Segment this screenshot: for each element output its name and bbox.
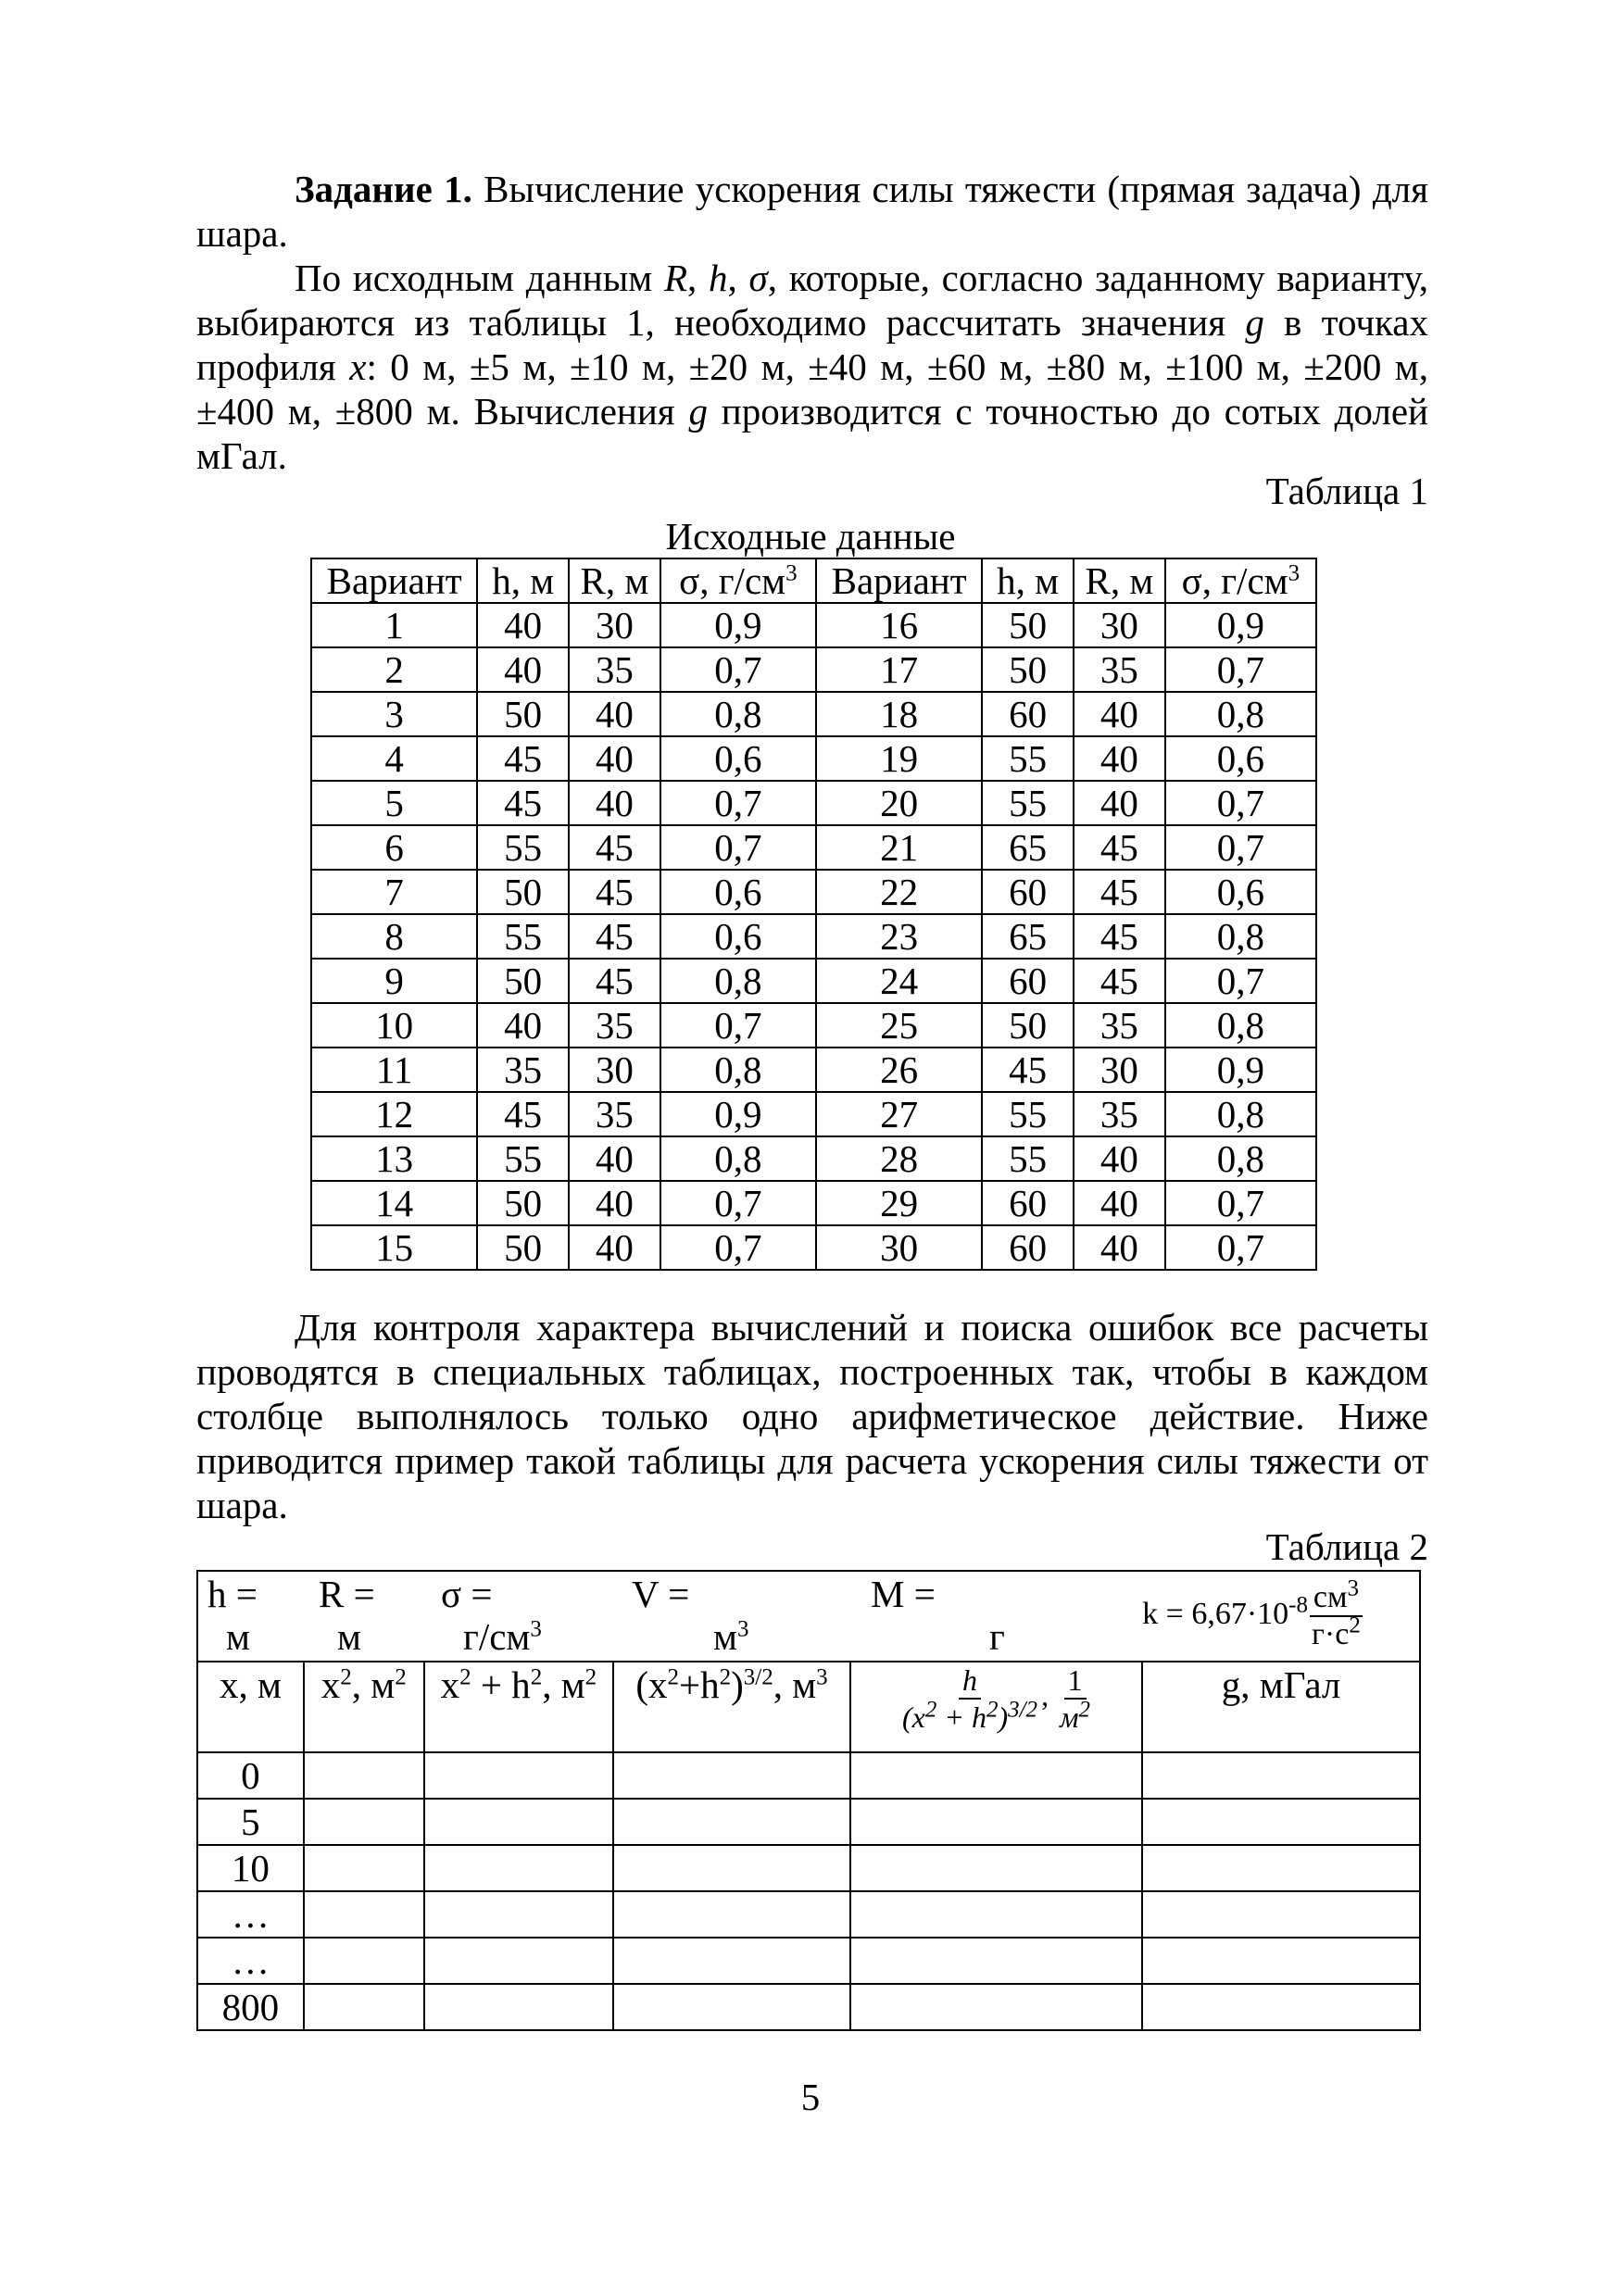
table1-header-cell [660,558,816,603]
table2-empty-cell [613,1752,850,1799]
table1-cell: 60 [982,1181,1074,1225]
table2-empty-cell [1142,1891,1420,1938]
table1-cell: 0,7 [1165,1181,1316,1225]
param-h: h = [207,1573,258,1615]
table1-header-cell: h, м [982,558,1074,603]
table2-row [197,1984,1420,2030]
table2-empty-cell [1142,1799,1420,1845]
c5-den-mid: + h [936,1700,986,1734]
task-title: Вычисление ускорения силы тяжести (прямая задача) для шара. [196,168,1428,255]
table1-cell: 10 [311,1003,477,1048]
table1-header-cell: R, м [569,558,660,603]
table1-cell: 30 [569,603,660,647]
table1-cell: 55 [982,781,1074,825]
table1-cell: 1 [311,603,477,647]
table1-row [311,603,1316,647]
param-h-unit: м [226,1615,250,1658]
c5-sep: , [1041,1678,1049,1713]
table2-empty-cell [850,1891,1142,1938]
table1-cell: 13 [311,1136,477,1181]
table1-cell: 2 [311,647,477,692]
c3-sup: 2 [459,1664,471,1690]
table1-cell: 65 [982,825,1074,870]
table1-row [311,781,1316,825]
table1-cell: 45 [1074,914,1165,959]
table1-row [311,825,1316,870]
table1-cell: 35 [1074,1092,1165,1136]
c5-den2-sup: 2 [1078,1697,1090,1723]
c2-sup: 2 [340,1664,352,1690]
table1-cell: 35 [569,647,660,692]
table1-cell: 0,9 [660,603,816,647]
table1-cell: 3 [311,692,477,736]
instructions-paragraph [196,256,1428,478]
table1-cell: 0,6 [1165,736,1316,781]
table1-cell: 40 [1074,1225,1165,1270]
param-sigma-unit-sup: 3 [530,1616,542,1642]
c5-den-sup: 2 [924,1697,937,1723]
table2-header-cell [424,1662,614,1752]
table1-cell: 11 [311,1048,477,1092]
table1-cell: 40 [1074,736,1165,781]
p1-sep-2: , [727,257,749,299]
table1-cell: 40 [569,736,660,781]
table2-params-cell [197,1571,1142,1662]
table2-empty-cell [424,1752,614,1799]
table2-empty-cell [304,1891,424,1938]
p1-var-g: g [1245,301,1264,344]
table2-x-cell: 800 [197,1984,304,2030]
table1-cell: 26 [816,1048,982,1092]
page-number: 5 [800,2076,821,2118]
table2-header-row [197,1662,1420,1752]
table1-cell: 0,7 [660,1225,816,1270]
table1-cell: 12 [311,1092,477,1136]
table1-cell: 0,7 [660,1003,816,1048]
table2-header-cell [304,1662,424,1752]
table1-header-cell: Вариант [816,558,982,603]
table1-caption: Исходные данные [665,515,956,558]
table1-cell: 50 [477,1225,569,1270]
table1-cell: 40 [569,692,660,736]
table1-cell: 45 [1074,959,1165,1003]
k-unit-fraction [1308,1575,1364,1652]
table1-cell: 40 [1074,1136,1165,1181]
table2-header-cell [850,1662,1142,1752]
param-sigma-unit [463,1614,542,1659]
table1-cell: 28 [816,1136,982,1181]
table1-cell: 45 [982,1048,1074,1092]
p1-sep-1: , [686,257,709,299]
table2-empty-cell [1142,1938,1420,1984]
table1-row [311,692,1316,736]
param-v: V = [632,1573,690,1615]
table1-cell: 35 [477,1048,569,1092]
table2-empty-cell [613,1891,850,1938]
p1-var-h: h [708,257,728,299]
table1-cell: 55 [477,1136,569,1181]
table1-cell: 35 [569,1092,660,1136]
c3-mid: + h [471,1663,531,1706]
table1-row [311,870,1316,914]
table1-cell: 0,8 [1165,1003,1316,1048]
table2-empty-cell [850,1984,1142,2030]
table1-cell: 40 [1074,692,1165,736]
table1-cell: 55 [477,825,569,870]
k-den-sup: 2 [1349,1612,1361,1638]
table1-header-cell: h, м [477,558,569,603]
param-v-unit-sup: 3 [736,1616,749,1642]
table1-cell: 50 [982,647,1074,692]
table1-cell: 55 [982,1136,1074,1181]
param-r-unit: м [337,1615,361,1658]
table1-row [311,736,1316,781]
table1-row [311,647,1316,692]
table1-cell: 30 [569,1048,660,1092]
table1-cell: 40 [477,1003,569,1048]
table2-empty-cell [850,1845,1142,1891]
table1-cell: 45 [477,781,569,825]
table1-cell: 60 [982,692,1074,736]
table2-empty-cell [304,1799,424,1845]
table1-cell: 45 [477,1092,569,1136]
table1-cell: 16 [816,603,982,647]
table1-header-cell: R, м [1074,558,1165,603]
table1-cell: 60 [982,870,1074,914]
table2-x-cell: 10 [197,1845,304,1891]
param-m-unit: г [989,1615,1005,1658]
table1-cell: 45 [569,959,660,1003]
table1-cell: 0,9 [1165,603,1316,647]
table1-cell: 22 [816,870,982,914]
table1-header-cell: Вариант [311,558,477,603]
table1-cell: 20 [816,781,982,825]
table2-k-cell [1142,1571,1420,1662]
table1-cell: 9 [311,959,477,1003]
table1-cell: 0,7 [660,647,816,692]
control-paragraph: Для контроля характера вычислений и поиска ошибок все расчеты проводятся в специальных таблицах, построенных так, чтобы в каждом столбце выполнялось только одно арифметическое действие. Ниже приводится пример такой таблицы для расчета ускорения силы тяжести от шара. [196,1306,1428,1526]
table2-empty-cell [613,1799,850,1845]
table1-cell: 6 [311,825,477,870]
param-r: R = [319,1573,375,1615]
p1-var-r: R [663,257,687,299]
c4-open: (x [635,1663,668,1706]
table1-cell: 55 [982,1092,1074,1136]
table2-empty-cell [613,1984,850,2030]
table1-cell: 30 [816,1225,982,1270]
c4-tail: , м [773,1663,817,1706]
table2-header-cell [613,1662,850,1752]
table1-cell: 35 [1074,647,1165,692]
table1-cell: 40 [1074,1181,1165,1225]
table1-cell: 40 [569,1225,660,1270]
table1-cell: 30 [1074,603,1165,647]
c4-sup: 2 [667,1664,679,1690]
table2-x-cell: 5 [197,1799,304,1845]
c4-sup2: 2 [719,1664,732,1690]
table2-row [197,1752,1420,1799]
c5-den2 [1056,1697,1094,1735]
table2-empty-cell [304,1984,424,2030]
table1-cell: 27 [816,1092,982,1136]
c5-fraction-1 [898,1662,1041,1735]
p1-var-x: x [349,345,367,388]
c2-unit-sup: 2 [395,1664,407,1690]
c5-den-sup3: 3/2 [1008,1697,1038,1723]
table2 [196,1570,1421,2031]
c3-x: x [440,1663,460,1706]
param-m: M = [871,1573,936,1615]
table1-cell: 45 [569,914,660,959]
table2-row [197,1845,1420,1891]
table1-cell: 0,7 [660,1181,816,1225]
table1-cell: 0,8 [660,692,816,736]
table1-cell: 7 [311,870,477,914]
p1-text-1: По исходным данным [295,257,664,299]
p1-text-2: , которые, согласно заданному варианту, выбираются из таблицы 1, необходимо рассчитать значения [196,257,1428,344]
k-exp: -8 [1288,1592,1308,1618]
table2-empty-cell [613,1845,850,1891]
header-text: σ, г/см [679,559,786,602]
table1-cell: 50 [982,603,1074,647]
table1-cell: 0,7 [1165,647,1316,692]
table1-cell: 65 [982,914,1074,959]
table1-cell: 0,9 [660,1092,816,1136]
table1-cell: 35 [1074,1003,1165,1048]
c5-fraction-2 [1056,1662,1094,1735]
c4-sup3: 3/2 [743,1664,773,1690]
p1-text-4: : 0 м, ±5 м, ±10 м, ±20 м, ±40 м, ±60 м, ±80 м, ±100 м, ±200 м, ±400 м, ±800 м. Вычисления [196,345,1428,433]
table1-row [311,1225,1316,1270]
table1-cell: 0,8 [660,959,816,1003]
table1-cell: 30 [1074,1048,1165,1092]
table2-empty-cell [304,1752,424,1799]
c5-num2: 1 [1064,1662,1087,1700]
c5-den-open: (x [902,1700,925,1734]
k-num [1310,1575,1363,1617]
table1-row [311,1048,1316,1092]
table1-cell: 50 [477,870,569,914]
table1-cell: 0,6 [660,736,816,781]
table1-cell: 0,6 [1165,870,1316,914]
table2-empty-cell [1142,1845,1420,1891]
table1-cell: 29 [816,1181,982,1225]
table1-cell: 40 [477,647,569,692]
table1-cell: 0,6 [660,870,816,914]
table1-cell: 60 [982,1225,1074,1270]
table1-cell: 45 [477,736,569,781]
table1-cell: 45 [1074,870,1165,914]
table1-cell: 0,8 [660,1048,816,1092]
table1-row [311,1181,1316,1225]
table2-empty-cell [304,1938,424,1984]
table1-cell: 0,7 [1165,825,1316,870]
table1-header-cell [1165,558,1316,603]
table1-cell: 18 [816,692,982,736]
table2-label: Таблица 2 [1265,1525,1428,1568]
table1-cell: 50 [477,1181,569,1225]
table1-row [311,1092,1316,1136]
table2-empty-cell [304,1845,424,1891]
table1-cell: 17 [816,647,982,692]
table1-label: Таблица 1 [1265,470,1428,512]
c2-tail: , м [351,1663,396,1706]
table1-cell: 5 [311,781,477,825]
table2-x-cell: … [197,1938,304,1984]
k-num-sup: 3 [1347,1575,1359,1601]
table2-empty-cell [424,1891,614,1938]
table2-empty-cell [613,1938,850,1984]
table2-row [197,1891,1420,1938]
table2-empty-cell [850,1752,1142,1799]
table1-cell: 0,6 [660,914,816,959]
header-sup: 3 [1288,560,1301,586]
table2-empty-cell [424,1984,614,2030]
c3-sup2: 2 [530,1664,543,1690]
table1-cell: 0,8 [1165,914,1316,959]
table1-cell: 25 [816,1003,982,1048]
table2-row [197,1938,1420,1984]
table1-cell: 21 [816,825,982,870]
table1-cell: 0,8 [1165,1092,1316,1136]
c5-num: h [959,1662,981,1700]
p1-var-g2: g [688,390,708,433]
table1-cell: 55 [982,736,1074,781]
header-sup: 3 [785,560,798,586]
param-v-unit-text: м [713,1615,737,1658]
table1-row [311,1003,1316,1048]
param-sigma-unit-text: г/см [463,1615,531,1658]
k-den [1308,1612,1364,1652]
p1-text-5: производится с точностью до сотых долей мГал. [196,390,1428,477]
k-num-text: см [1313,1580,1348,1614]
table1-cell: 40 [569,1136,660,1181]
table1-cell: 50 [982,1003,1074,1048]
c5-den-close: ) [998,1700,1009,1734]
table2-empty-cell [424,1799,614,1845]
table1-cell: 15 [311,1225,477,1270]
table1-cell: 55 [477,914,569,959]
table1-cell: 0,8 [1165,692,1316,736]
table1-cell: 0,9 [1165,1048,1316,1092]
c3-tail: , м [542,1663,585,1706]
table1-cell: 50 [477,959,569,1003]
k-den-text: г·с [1311,1617,1350,1651]
table1-cell: 0,7 [660,781,816,825]
table2-x-cell: … [197,1891,304,1938]
table1-cell: 40 [477,603,569,647]
table1-cell: 60 [982,959,1074,1003]
c2-x: x [320,1663,341,1706]
table1-row [311,914,1316,959]
table2-empty-cell [850,1799,1142,1845]
table2-empty-cell [850,1938,1142,1984]
table1-row [311,959,1316,1003]
task-label: Задание 1. [295,168,472,210]
table1-cell: 0,7 [1165,959,1316,1003]
header-text: σ, г/см [1181,559,1288,602]
table2-empty-cell [424,1938,614,1984]
param-sigma: σ = [441,1573,493,1615]
table1-cell: 4 [311,736,477,781]
table2-empty-cell [424,1845,614,1891]
table1-cell: 40 [569,781,660,825]
table1-header-row [311,558,1316,603]
c5-den [898,1697,1041,1735]
table2-header-cell: g, мГал [1142,1662,1420,1752]
table1-cell: 50 [477,692,569,736]
table1-row [311,1136,1316,1181]
table1-cell: 35 [569,1003,660,1048]
table2-empty-cell [1142,1752,1420,1799]
table1-cell: 8 [311,914,477,959]
table2-empty-cell [1142,1984,1420,2030]
table1-cell: 0,7 [1165,1225,1316,1270]
table1-cell: 24 [816,959,982,1003]
table1-cell: 14 [311,1181,477,1225]
p1-var-sigma: σ [748,257,768,299]
c4-mid: +h [678,1663,720,1706]
table1-cell: 45 [1074,825,1165,870]
c4-unit-sup: 3 [816,1664,828,1690]
task-paragraph [196,167,1428,256]
table1 [310,558,1317,1271]
k-base: k = 6,67·10 [1142,1596,1289,1631]
table1-cell: 0,8 [660,1136,816,1181]
c3-unit-sup: 2 [584,1664,597,1690]
table2-params-row [197,1571,1420,1662]
table1-cell: 0,8 [1165,1136,1316,1181]
table1-cell: 45 [569,825,660,870]
table1-cell: 40 [1074,781,1165,825]
table1-cell: 45 [569,870,660,914]
table1-cell: 23 [816,914,982,959]
table1-cell: 40 [569,1181,660,1225]
table2-header-cell: x, м [197,1662,304,1752]
table2-row [197,1799,1420,1845]
table2-x-cell: 0 [197,1752,304,1799]
c5-den2-text: м [1060,1700,1079,1734]
param-v-unit [713,1614,748,1659]
table1-cell: 19 [816,736,982,781]
table1-cell: 0,7 [660,825,816,870]
p1-text-3: в точках профиля [196,301,1429,388]
c5-den-sup2: 2 [986,1697,999,1723]
c4-close: ) [731,1663,744,1706]
table1-cell: 0,7 [1165,781,1316,825]
